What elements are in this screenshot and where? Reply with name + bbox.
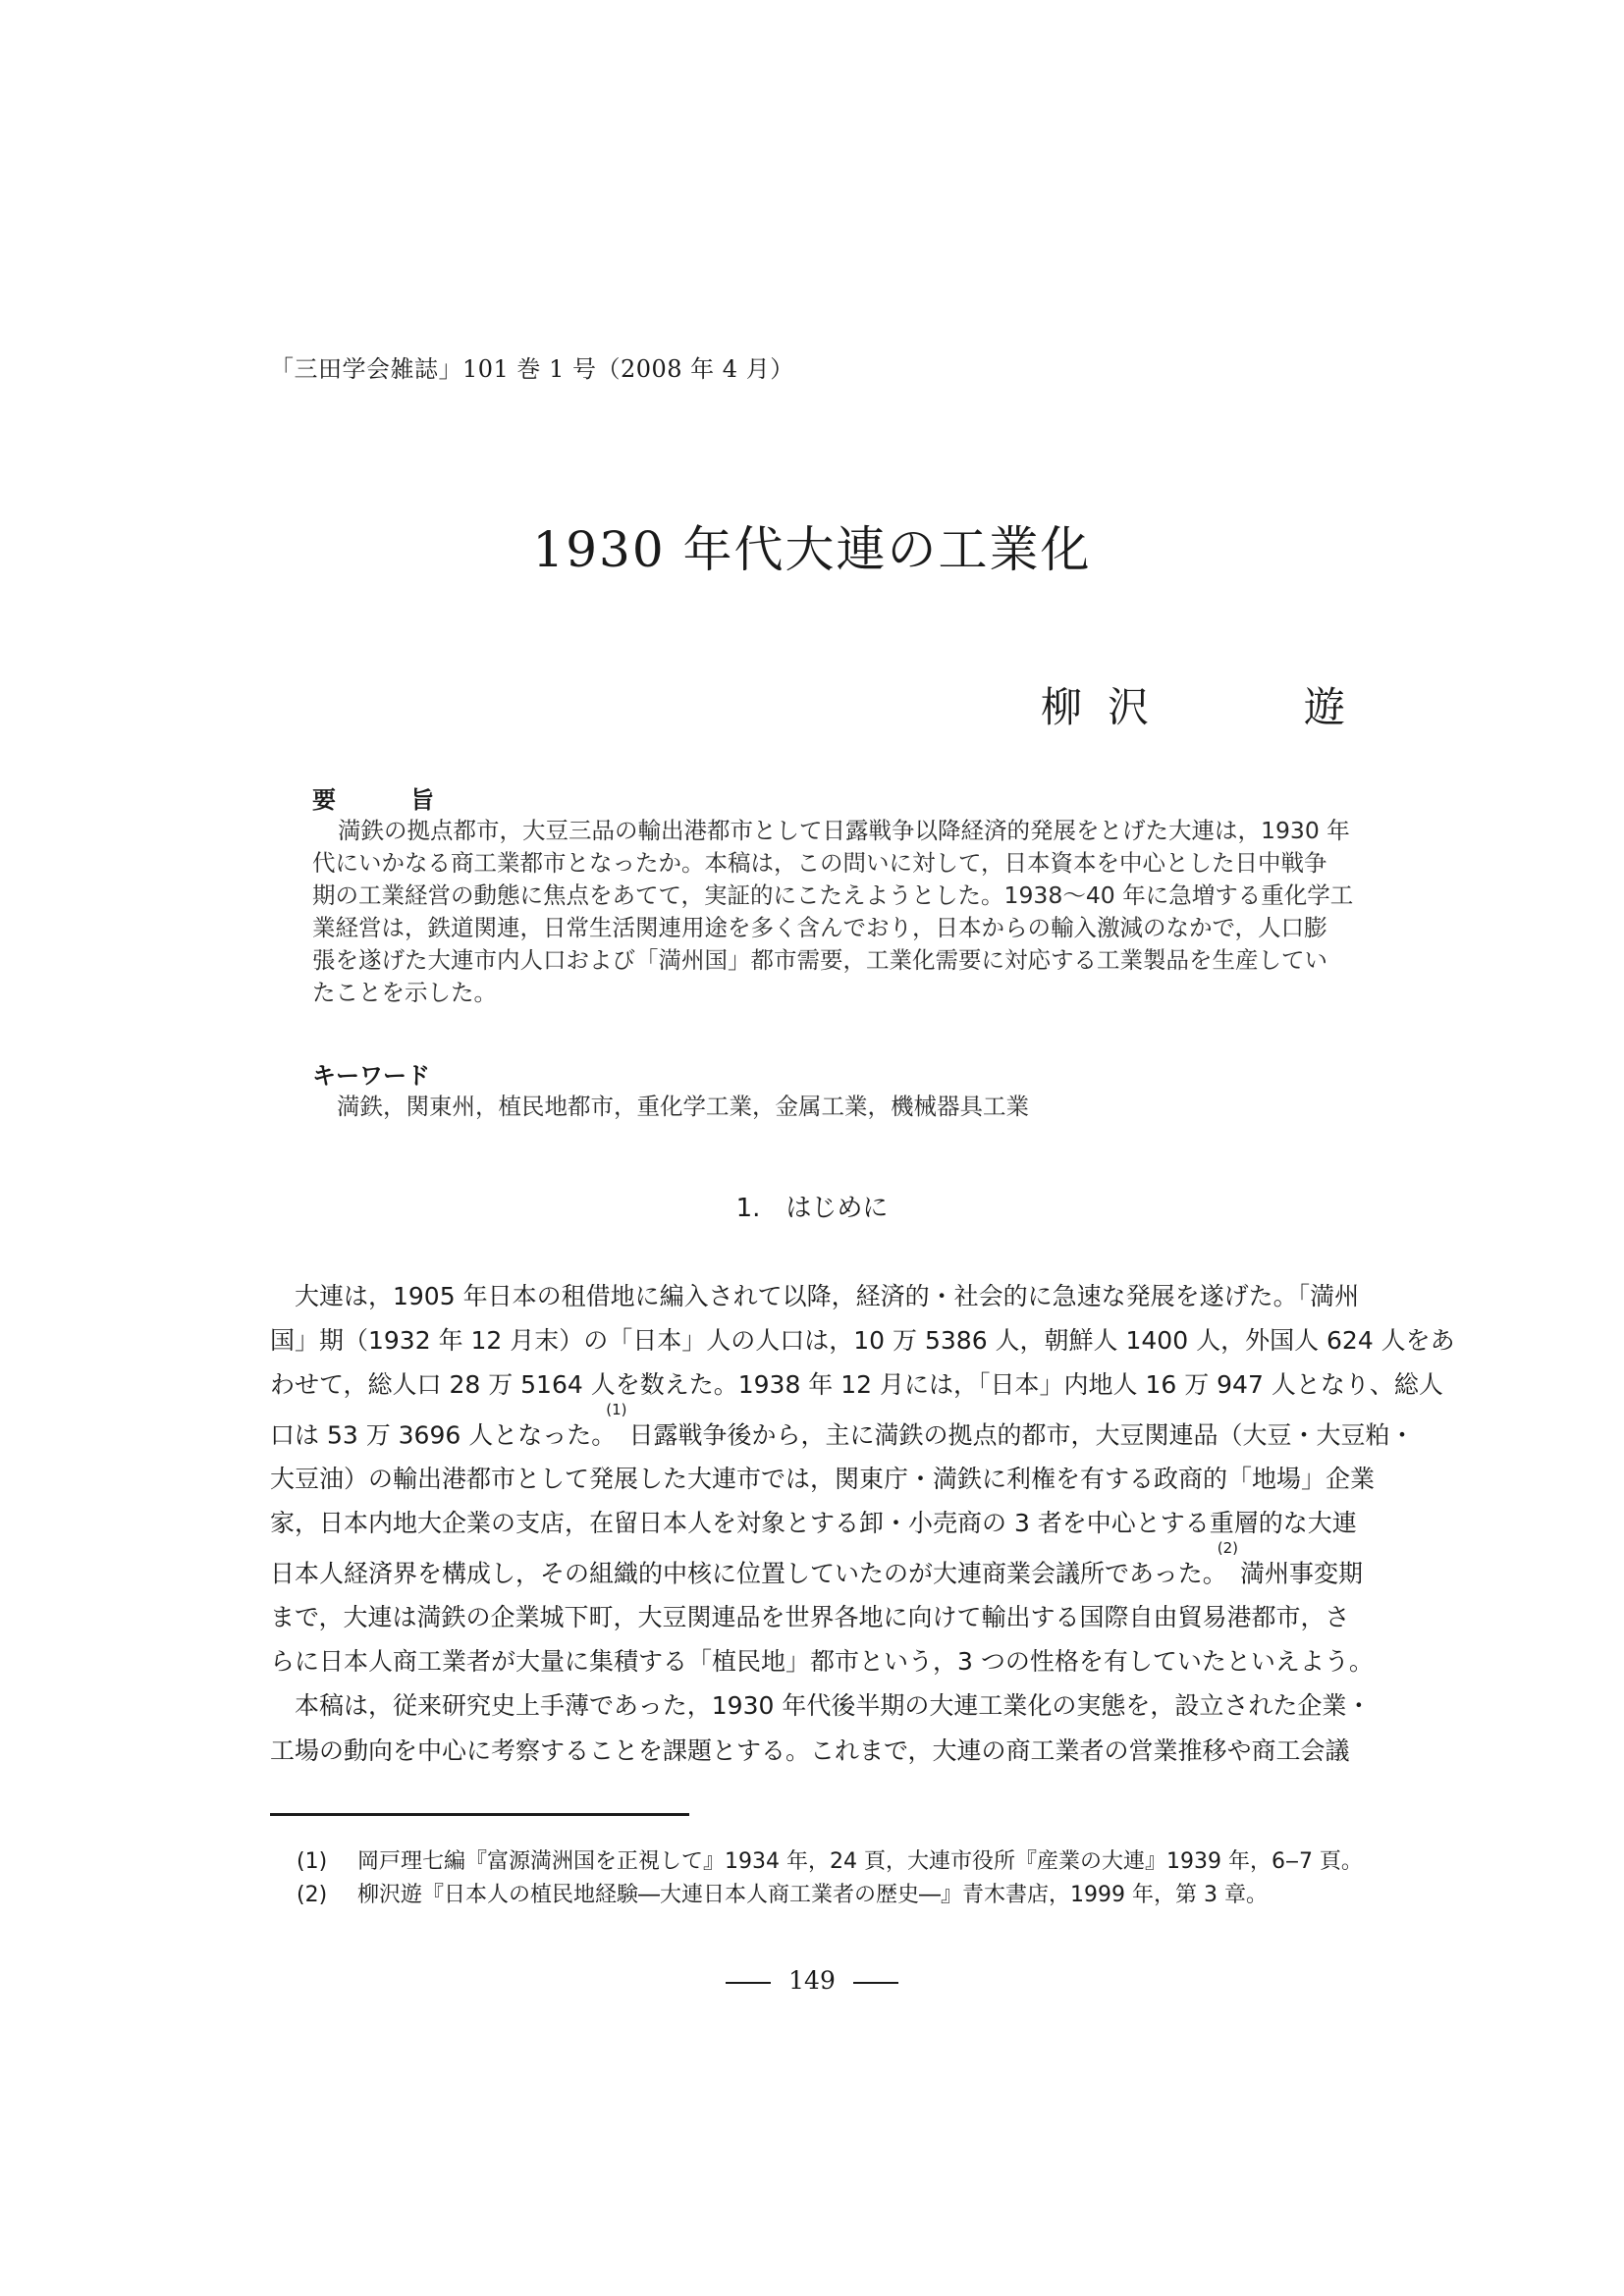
abstract-heading-char-2: 旨 bbox=[410, 786, 434, 814]
abstract-line: 業経営は，鉄道関連，日常生活関連用途を多く含んでおり，日本からの輸入激減のなかで，人口膨 bbox=[312, 914, 1327, 941]
abstract-line: たことを示した。 bbox=[312, 979, 497, 1006]
keywords-heading: キーワード bbox=[312, 1062, 430, 1090]
body-line: 大連は，1905 年日本の租借地に編入されて以降，経済的・社会的に急速な発展を遂げた。「満州 bbox=[295, 1282, 1360, 1310]
body-text bbox=[270, 1274, 1455, 1773]
body-line: わせて，総人口 28 万 5164 人を数えた。1938 年 12 月には，「日本」内地人 16 万 947 人となり、総人 bbox=[270, 1370, 1443, 1400]
footnote-number: (2) bbox=[297, 1883, 328, 1907]
body-line: 家，日本内地大企業の支店，在留日本人を対象とする卸・小売商の 3 者を中心とする重層的な大連 bbox=[270, 1509, 1357, 1538]
body-line bbox=[270, 1400, 1415, 1458]
author-name bbox=[1041, 675, 1345, 734]
footnote-ref-2[interactable]: (2) bbox=[1217, 1538, 1239, 1557]
section-heading: 1. はじめに bbox=[735, 1194, 889, 1223]
abstract-line: 代にいかなる商工業都市となったか。本稿は，この問いに対して，日本資本を中心とした日中戦争 bbox=[312, 849, 1327, 877]
footnote-text: 岡戸理七編『富源満洲国を正視して』1934 年，24 頁，大連市役所『産業の大連』1939 年，6‒7 頁。 bbox=[357, 1849, 1363, 1874]
body-segment: 口は 53 万 3696 人となった。 bbox=[270, 1419, 617, 1449]
page-dash-right bbox=[853, 1982, 898, 1984]
page-number bbox=[0, 1966, 1624, 1995]
article-title: 1930 年代大連の工業化 bbox=[532, 521, 1092, 578]
body-segment: 満州事変期 bbox=[1240, 1558, 1364, 1587]
body-line: 大豆油）の輸出港都市として発展した大連市では，関東庁・満鉄に利権を有する政商的「地場」企業 bbox=[270, 1465, 1376, 1494]
body-line: 国」期（1932 年 12 月末）の「日本」人の人口は，10 万 5386 人，朝鮮人 1400 人，外国人 624 人をあ bbox=[270, 1326, 1455, 1356]
body-line: 本稿は，従来研究史上手薄であった，1930 年代後半期の大連工業化の実態を，設立された企業・ bbox=[295, 1691, 1372, 1721]
page-dash-left bbox=[726, 1982, 771, 1984]
author-char-1: 柳 bbox=[1041, 683, 1083, 731]
author-char-2: 沢 bbox=[1108, 683, 1150, 731]
abstract-line: 張を遂げた大連市内人口および「満州国」都市需要，工業化需要に対応する工業製品を生産してい bbox=[312, 946, 1327, 974]
footnote-number: (1) bbox=[297, 1849, 328, 1874]
footnote-text: 柳沢遊『日本人の植民地経験―大連日本人商工業者の歴史―』青木書店，1999 年，第 3 章。 bbox=[357, 1883, 1268, 1907]
body-segment: 日露戦争後から，主に満鉄の拠点的都市，大豆関連品（大豆・大豆粕・ bbox=[628, 1419, 1415, 1449]
author-char-3: 遊 bbox=[1304, 683, 1346, 731]
body-line bbox=[270, 1538, 1370, 1596]
journal-citation: 「三田学会雑誌」101 巻 1 号（2008 年 4 月） bbox=[270, 355, 794, 383]
footnotes bbox=[297, 1845, 1363, 1912]
footnote-item bbox=[297, 1845, 1363, 1879]
footnote-ref-1[interactable]: (1) bbox=[606, 1400, 627, 1418]
body-line: 工場の動向を中心に考察することを課題とする。これまで，大連の商工業者の営業推移や商工会議 bbox=[270, 1735, 1350, 1765]
body-line: らに日本人商工業者が大量に集積する「植民地」都市という，3 つの性格を有していたといえよう。 bbox=[270, 1647, 1374, 1677]
footnote-item bbox=[297, 1879, 1363, 1912]
footnote-divider bbox=[270, 1813, 689, 1816]
abstract-line: 満鉄の拠点都市，大豆三品の輸出港都市として日露戦争以降経済的発展をとげた大連は，1930 年 bbox=[338, 817, 1350, 844]
keywords-list: 満鉄，関東州，植民地都市，重化学工業，金属工業，機械器具工業 bbox=[337, 1093, 1029, 1120]
abstract-line: 期の工業経営の動態に焦点をあてて，実証的にこたえようとした。1938〜40 年に急増する重化学工 bbox=[312, 881, 1354, 909]
body-line: まで，大連は満鉄の企業城下町，大豆関連品を世界各地に向けて輸出する国際自由貿易港都市，さ bbox=[270, 1603, 1350, 1632]
page-number-value: 149 bbox=[788, 1966, 836, 1995]
abstract-body bbox=[312, 815, 1354, 1009]
body-segment: 日本人経済界を構成し，その組織的中核に位置していたのが大連商業会議所であった。 bbox=[270, 1558, 1227, 1587]
abstract-heading-char-1: 要 bbox=[312, 786, 336, 814]
abstract-heading bbox=[312, 780, 434, 815]
